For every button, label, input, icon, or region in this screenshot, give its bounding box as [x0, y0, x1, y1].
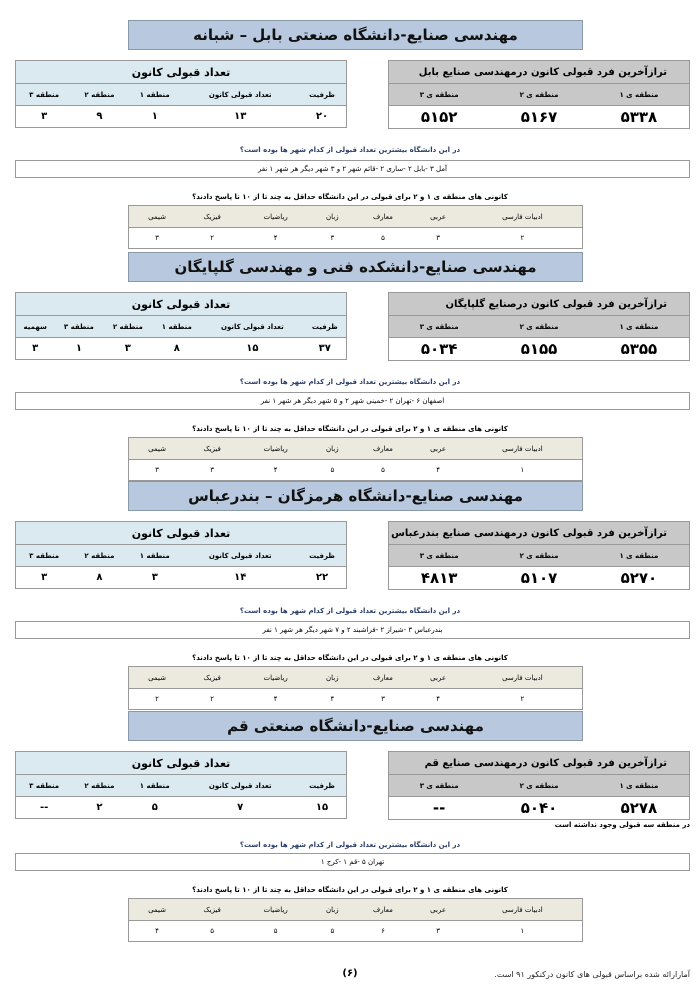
subject-score: ۳: [210, 466, 215, 474]
count-value: [16, 797, 17, 819]
rank-value: ۵۳۵۵: [620, 340, 658, 358]
subject-score: ۳: [330, 234, 335, 242]
rank-value: --: [432, 799, 446, 817]
subject-header: ریاضیات: [239, 899, 312, 921]
rank-value: ۵۱۵۵: [520, 340, 558, 358]
count-header: منطقه ۱: [127, 545, 182, 567]
cities-question: در این دانشگاه بیشترین تعداد قبولی از کدام شهر ها بوده است؟: [239, 146, 461, 154]
subject-score: ۳: [155, 234, 159, 242]
subject-header: شیمی: [129, 438, 186, 460]
subject-header: شیمی: [129, 667, 186, 689]
subject-header: زبان: [312, 899, 353, 921]
subject-score: ۴: [273, 695, 278, 703]
subject-header: زبان: [312, 438, 353, 460]
scores-table: [128, 205, 583, 249]
rank-value: ۴۸۱۳: [420, 569, 458, 587]
rank-value: ۵۲۷۰: [620, 569, 658, 587]
count-value: ۸: [96, 572, 103, 583]
count-header: منطقه ۳: [16, 545, 71, 567]
subject-header: زبان: [312, 206, 353, 228]
scores-question: کانونی های منطقه ی ۱ و ۲ برای قبولی در این دانشگاه حداقل به چند تا از ۱۰ تا پاسخ دادند؟: [192, 425, 508, 433]
count-value: ۹: [96, 111, 103, 122]
count-table-title: تعداد قبولی کانون: [16, 752, 347, 775]
count-header: ظرفیت: [298, 545, 346, 567]
subject-score: ۴: [330, 695, 335, 703]
count-value: ۵: [151, 802, 158, 813]
count-header: [16, 775, 17, 797]
subject-header: فیزیک: [185, 667, 239, 689]
count-value: ۱: [151, 111, 158, 122]
subject-header: زبان: [312, 667, 353, 689]
count-header: ظرفیت: [298, 775, 346, 797]
count-value: ۳: [41, 572, 48, 583]
cities-answer: اصفهان ۶ -تهران ۲ -خمینی شهر ۲ و ۵ شهر دیگر هر شهر ۱ نفر: [15, 392, 690, 410]
rank-value: ۵۲۷۸: [620, 799, 658, 817]
count-header: [16, 84, 17, 106]
count-header: ظرفیت: [304, 316, 347, 338]
count-header: منطقه ۲: [72, 775, 127, 797]
rank-header: منطقه ی ۱: [589, 316, 690, 338]
count-value: ۲: [96, 802, 103, 813]
rank-table-title: ترازآخرین فرد قبولی کانون درصنایع گلپایگان: [389, 293, 690, 316]
count-value: ۷: [237, 802, 244, 813]
count-value: ۳: [124, 343, 131, 354]
count-value: ۸: [173, 343, 180, 354]
count-header: [16, 545, 17, 567]
rank-table: [388, 60, 690, 129]
count-value: ۳۷: [318, 343, 331, 354]
count-header: تعداد قبولی کانون: [182, 775, 298, 797]
count-value: ۳: [41, 111, 48, 122]
subject-header: فیزیک: [185, 899, 239, 921]
subject-header: ریاضیات: [239, 206, 312, 228]
count-header: منطقه ۳: [16, 775, 71, 797]
count-header: تعداد قبولی کانون: [182, 545, 298, 567]
rank-header: منطقه ی ۱: [589, 545, 690, 567]
rank-table: [388, 521, 690, 590]
subject-score: ۴: [436, 695, 440, 703]
cities-question: در این دانشگاه بیشترین تعداد قبولی از کدام شهر ها بوده است؟: [239, 841, 461, 849]
subject-score: ۲: [210, 234, 215, 242]
rank-header: منطقه ی ۱: [589, 84, 690, 106]
subject-score: ۵: [210, 927, 215, 935]
subject-header: عربی: [413, 899, 462, 921]
subject-score: ۳: [436, 927, 440, 935]
subject-header: معارف: [353, 899, 414, 921]
rank-header: منطقه ی ۳: [389, 316, 490, 338]
subject-header: عربی: [413, 438, 462, 460]
count-table-title: تعداد قبولی کانون: [16, 293, 347, 316]
count-header: منطقه ۱: [127, 84, 182, 106]
cities-answer: آمل ۳ -بابل ۲ -ساری ۲ -قائم شهر ۲ و ۳ شهر دیگر هر شهر ۱ نفر: [15, 160, 690, 178]
scores-question: کانونی های منطقه ی ۱ و ۲ برای قبولی در این دانشگاه حداقل به چند تا از ۱۰ تا پاسخ دادند؟: [192, 193, 508, 201]
count-header: منطقه ۱: [152, 316, 201, 338]
rank-header: منطقه ی ۱: [589, 775, 690, 797]
rank-table-title: ترازآخرین فرد قبولی کانون درمهندسی صنایع بابل: [389, 61, 690, 84]
section-title: مهندسی صنایع-دانشکده فنی و مهندسی گلپایگان: [128, 252, 583, 282]
subject-score: ۴: [273, 234, 278, 242]
subject-score: ۵: [381, 234, 385, 242]
subject-header: فیزیک: [185, 438, 239, 460]
scores-question: کانونی های منطقه ی ۱ و ۲ برای قبولی در این دانشگاه حداقل به چند تا از ۱۰ تا پاسخ دادند؟: [192, 886, 508, 894]
subject-score: ۴: [273, 466, 278, 474]
count-value: ۱۵: [246, 343, 259, 354]
rank-header: منطقه ی ۳: [389, 545, 490, 567]
count-value: [16, 567, 17, 589]
count-table: [15, 292, 347, 360]
section-title: مهندسی صنایع-دانشگاه صنعتی بابل – شبانه: [128, 20, 583, 50]
subject-header: ادبیات فارسی: [463, 899, 583, 921]
subject-header: ریاضیات: [239, 667, 312, 689]
rank-value: ۵۱۶۷: [520, 108, 558, 126]
subject-score: ۶: [381, 927, 385, 935]
rank-header: منطقه ی ۳: [389, 775, 490, 797]
subject-score: ۵: [330, 466, 335, 474]
count-value: ۳: [151, 572, 158, 583]
count-value: ۱۵: [315, 802, 329, 813]
subject-score: ۴: [436, 466, 440, 474]
count-value: [16, 106, 17, 128]
rank-value: ۵۳۳۸: [620, 108, 658, 126]
cities-question: در این دانشگاه بیشترین تعداد قبولی از کدام شهر ها بوده است؟: [239, 607, 461, 615]
subject-score: ۲: [155, 695, 159, 703]
count-header: سهمیه: [16, 316, 55, 338]
subject-score: ۴: [155, 927, 159, 935]
count-header: منطقه ۱: [127, 775, 182, 797]
count-value: ۲۰: [315, 111, 329, 122]
rank-header: منطقه ی ۲: [489, 84, 588, 106]
rank-value: ۵۰۴۰: [520, 799, 558, 817]
rank-value: ۵۰۳۴: [420, 340, 458, 358]
rank-header: منطقه ی ۲: [489, 775, 588, 797]
rank-table-title: ترازآخرین فرد قبولی کانون درمهندسی صنایع بندرعباس: [389, 522, 690, 545]
count-value: ۱۴: [234, 572, 247, 583]
rank-header: منطقه ی ۳: [389, 84, 490, 106]
subject-score: ۵: [330, 927, 335, 935]
scores-table: [128, 898, 583, 942]
rank-table: [388, 751, 690, 820]
count-header: منطقه ۲: [72, 545, 127, 567]
section-note: در منطقه سه قبولی وجود نداشته است: [554, 821, 690, 829]
subject-header: ادبیات فارسی: [463, 667, 583, 689]
rank-header: منطقه ی ۲: [489, 316, 588, 338]
count-header: منطقه ۲: [103, 316, 152, 338]
count-header: منطقه ۳: [16, 84, 71, 106]
subject-score: ۵: [273, 927, 278, 935]
subject-header: معارف: [353, 667, 414, 689]
subject-header: عربی: [413, 206, 462, 228]
subject-header: عربی: [413, 667, 462, 689]
count-table: [15, 60, 347, 128]
count-table: [15, 751, 347, 819]
count-header: تعداد قبولی کانون: [182, 84, 298, 106]
rank-value: ۵۱۰۷: [520, 569, 558, 587]
count-value: ۱: [75, 343, 82, 354]
count-table: [15, 521, 347, 589]
subject-header: ادبیات فارسی: [463, 206, 583, 228]
subject-header: فیزیک: [185, 206, 239, 228]
subject-score: ۳: [381, 695, 385, 703]
footer-note: آمارارائه شده براساس قبولی های کانون درکنکور ۹۱ است.: [494, 970, 690, 979]
subject-score: ۲: [520, 695, 525, 703]
count-table-title: تعداد قبولی کانون: [16, 522, 347, 545]
count-value: ۲۲: [315, 572, 329, 583]
scores-question: کانونی های منطقه ی ۱ و ۲ برای قبولی در این دانشگاه حداقل به چند تا از ۱۰ تا پاسخ دادند؟: [192, 654, 508, 662]
cities-question: در این دانشگاه بیشترین تعداد قبولی از کدام شهر ها بوده است؟: [239, 378, 461, 386]
count-value: --: [39, 802, 49, 813]
rank-table-title: ترازآخرین فرد قبولی کانون درمهندسی صنایع قم: [389, 752, 690, 775]
cities-answer: بندرعباس ۳ -شیراز ۲ -فراشبند ۲ و ۷ شهر دیگر هر شهر ۱ نفر: [15, 621, 690, 639]
subject-score: ۳: [155, 466, 159, 474]
subject-score: ۲: [210, 695, 215, 703]
subject-score: ۲: [520, 234, 525, 242]
cities-answer: تهران ۵ -قم ۱ -کرج ۱: [15, 853, 690, 871]
page-number: (۶): [342, 968, 358, 979]
scores-table: [128, 666, 583, 710]
count-header: تعداد قبولی کانون: [201, 316, 303, 338]
subject-score: ۱: [520, 927, 525, 935]
count-header: ظرفیت: [298, 84, 346, 106]
section-title: مهندسی صنایع-دانشگاه صنعتی قم: [128, 711, 583, 741]
rank-value: ۵۱۵۲: [420, 108, 458, 126]
subject-score: ۳: [436, 234, 440, 242]
count-value: ۳: [32, 343, 39, 354]
subject-header: ادبیات فارسی: [463, 438, 583, 460]
rank-table: [388, 292, 690, 361]
subject-header: شیمی: [129, 206, 186, 228]
count-table-title: تعداد قبولی کانون: [16, 61, 347, 84]
count-header: منطقه ۲: [72, 84, 127, 106]
subject-score: ۱: [520, 466, 525, 474]
subject-header: شیمی: [129, 899, 186, 921]
count-value: ۱۳: [234, 111, 247, 122]
rank-header: منطقه ی ۲: [489, 545, 588, 567]
scores-table: [128, 437, 583, 481]
subject-header: معارف: [353, 206, 414, 228]
section-title: مهندسی صنایع-دانشگاه هرمزگان – بندرعباس: [128, 481, 583, 511]
subject-header: ریاضیات: [239, 438, 312, 460]
subject-score: ۵: [381, 466, 385, 474]
subject-header: معارف: [353, 438, 414, 460]
count-header: منطقه ۳: [54, 316, 103, 338]
